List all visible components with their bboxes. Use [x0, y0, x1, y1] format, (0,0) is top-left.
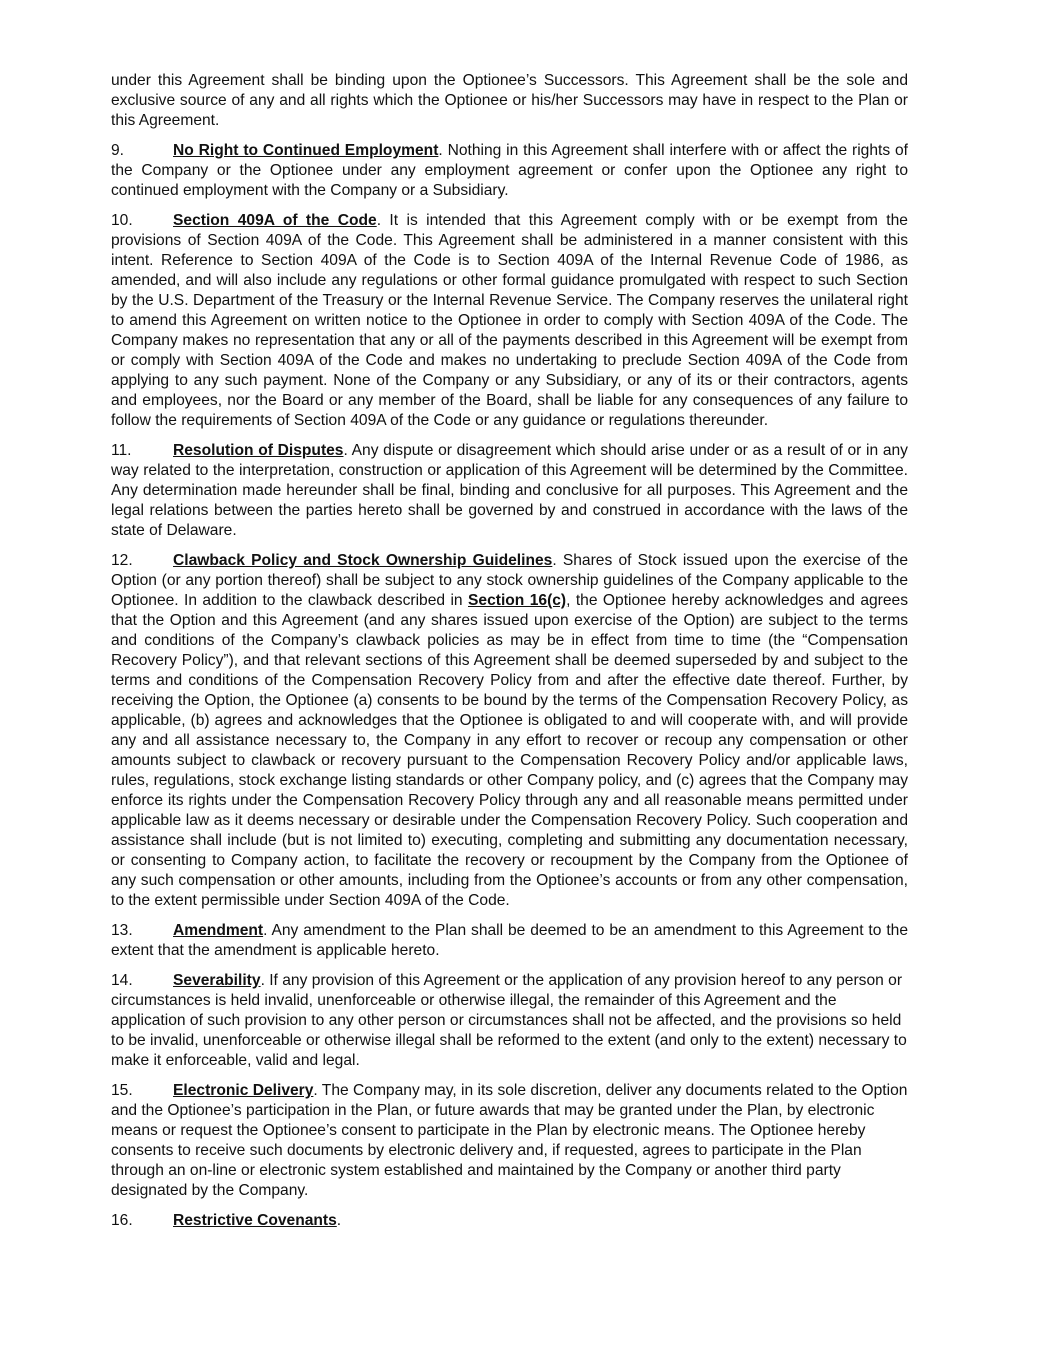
section-12	[111, 551, 908, 911]
section-number: 15.	[111, 1082, 133, 1099]
section-text: .	[336, 1212, 342, 1229]
section-text: . The Company may, in its sole discretion, deliver any documents related to the Option and the Optionee’s participation in the Plan, or future awards that may be granted under the Plan, by electronic means or request the Optionee’s consent to participate in the Plan by electronic means. The Optionee hereby consents to receive such documents by electronic delivery and, if requested, agrees to participate in the Plan through an on-line or electronic system established and maintained by the Company or another third party designated by the Company.	[111, 1082, 908, 1199]
section-16	[111, 1211, 908, 1231]
section-14	[111, 971, 908, 1071]
section-heading: Severability	[173, 972, 261, 989]
paragraph-continuation	[111, 71, 908, 131]
section-text: . Nothing in this Agreement shall interfere with or affect the rights of the Company or the Optionee under any employment agreement or confer upon the Optionee any right to continued employment with the Company or a Subsidiary.	[111, 142, 908, 199]
section-number: 11.	[111, 442, 132, 459]
section-number: 16.	[111, 1212, 133, 1229]
section-15	[111, 1081, 908, 1201]
section-text: . Any dispute or disagreement which should arise under or as a result of or in any way related to the interpretation, construction or application of this Agreement will be determined by the Committee. Any determination made hereunder shall be final, binding and conclusive for all purposes. This Agreement and the legal relations between the parties hereto shall be governed by and construed in accordance with the laws of the state of Delaware.	[111, 442, 908, 539]
paragraph-text: under this Agreement shall be binding upon the Optionee’s Successors. This Agreement shall be the sole and exclusive source of any and all rights which the Optionee or his/her Successors may have in respect to the Plan or this Agreement.	[111, 72, 908, 129]
section-9	[111, 141, 908, 201]
section-heading: Restrictive Covenants	[173, 1212, 337, 1229]
section-text: . Any amendment to the Plan shall be deemed to be an amendment to this Agreement to the extent that the amendment is applicable hereto.	[111, 922, 908, 959]
section-number: 13.	[111, 922, 133, 939]
section-heading: No Right to Continued Employment	[173, 142, 439, 159]
section-number: 10.	[111, 212, 133, 229]
document-page	[111, 71, 908, 1241]
section-text: . If any provision of this Agreement or the application of any provision hereof to any person or circumstances is held invalid, unenforceable or otherwise illegal, the remainder of this Agreement and the application of such provision to any other person or circumstances shall not be affected, and the provisions so held to be invalid, unenforceable or otherwise illegal shall be reformed to the extent (and only to the extent) necessary to make it enforceable, valid and legal.	[111, 972, 907, 1069]
section-number: 14.	[111, 972, 133, 989]
section-number: 12.	[111, 552, 133, 569]
section-heading: Amendment	[173, 922, 264, 939]
section-reference: Section 16(c)	[468, 592, 567, 609]
section-heading: Electronic Delivery	[173, 1082, 314, 1099]
section-heading: Section 409A of the Code	[173, 212, 377, 229]
section-heading: Clawback Policy and Stock Ownership Guidelines	[173, 552, 553, 569]
section-text: . It is intended that this Agreement comply with or be exempt from the provisions of Section 409A of the Code. This Agreement shall be administered in a manner consistent with this intent. Reference to Section 409A of the Code is to Section 409A of the Internal Revenue Code of 1986, as amended, and will also include any regulations or other formal guidance promulgated with respect to such Section by the U.S. Department of the Treasury or the Internal Revenue Service. The Company reserves the unilateral right to amend this Agreement on written notice to the Optionee in order to comply with Section 409A of the Code. The Company makes no representation that any or all of the payments described in this Agreement will be exempt from or comply with Section 409A of the Code and makes no undertaking to preclude Section 409A of the Code from applying to any such payment. None of the Company or any Subsidiary, or any of its or their contractors, agents and employees, nor the Board or any member of the Board, shall be liable for any consequences of any failure to follow the requirements of Section 409A of the Code or any guidance or regulations thereunder.	[111, 212, 908, 429]
section-heading: Resolution of Disputes	[173, 442, 344, 459]
section-10	[111, 211, 908, 431]
section-11	[111, 441, 908, 541]
section-text: . Shares of Stock issued upon the exercise of the Option (or any portion thereof) shall be subject to any stock ownership guidelines of the Company applicable to the Optionee. In addition to the clawback described in	[111, 552, 908, 609]
section-number: 9.	[111, 142, 125, 159]
section-text-continued: , the Optionee hereby acknowledges and agrees that the Option and this Agreement (and any shares issued upon exercise of the Option) are subject to the terms and conditions of the Company’s clawback policies as may be in effect from time to time (the “Compensation Recovery Policy”), and that relevant sections of this Agreement shall be deemed superseded by and subject to the terms and conditions of the Compensation Recovery Policy from and after the effective date thereof. Further, by receiving the Option, the Optionee (a) consents to be bound by the terms of the Compensation Recovery Policy, as applicable, (b) agrees and acknowledges that the Optionee is obligated to and will cooperate with, and will provide any and all assistance necessary to, the Company in any effort to recover or recoup any compensation or other amounts subject to clawback or recovery pursuant to the Compensation Recovery Policy and/or applicable laws, rules, regulations, stock exchange listing standards or other Company policy, and (c) agrees that the Company may enforce its rights under the Compensation Recovery Policy through any and all reasonable means permitted under applicable law as it deems necessary or desirable under the Compensation Recovery Policy. Such cooperation and assistance shall include (but is not limited to) executing, completing and submitting any documentation necessary, or consenting to Company action, to facilitate the recovery or recoupment by the Company from the Optionee of any such compensation or other amounts, including from the Optionee’s accounts or from any other compensation, to the extent permissible under Section 409A of the Code.	[111, 592, 909, 909]
section-13	[111, 921, 908, 961]
